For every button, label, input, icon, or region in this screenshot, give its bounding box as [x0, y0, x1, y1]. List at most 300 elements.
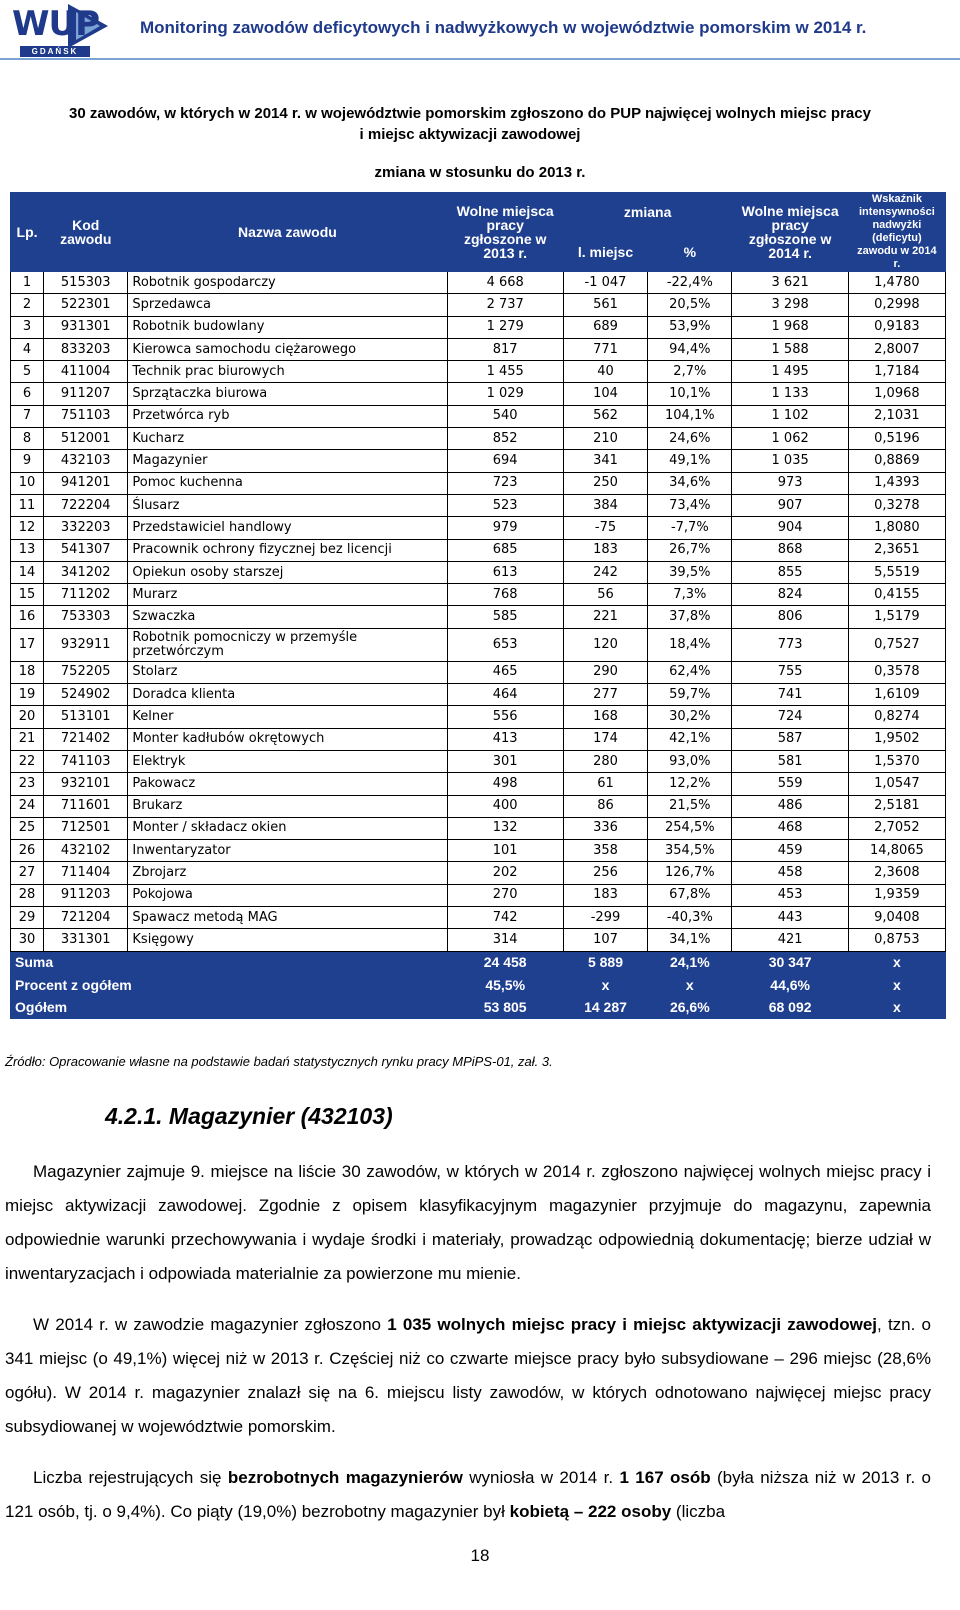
cell-wolne-2014: 559	[732, 773, 848, 795]
cell-wolne-2013: 556	[447, 706, 563, 728]
cell-wolne-2014: 453	[732, 884, 848, 906]
summary-l-miejsc: x	[563, 973, 647, 995]
cell-wolne-2013: 817	[447, 338, 563, 360]
summary-l-miejsc: 5 889	[563, 951, 647, 973]
table-row	[11, 907, 946, 929]
cell-procent: 67,8%	[648, 884, 732, 906]
cell-wolne-2013: 540	[447, 405, 563, 427]
cell-lp: 7	[11, 405, 44, 427]
cell-nazwa: Zbrojarz	[128, 862, 447, 884]
cell-nazwa: Przetwórca ryb	[128, 405, 447, 427]
cell-lp: 1	[11, 272, 44, 294]
table-row	[11, 750, 946, 772]
summary-procent: x	[648, 973, 732, 995]
cell-procent: 354,5%	[648, 840, 732, 862]
cell-nazwa: Kelner	[128, 706, 447, 728]
cell-wolne-2014: 741	[732, 684, 848, 706]
summary-l-miejsc: 14 287	[563, 996, 647, 1018]
cell-wolne-2014: 486	[732, 795, 848, 817]
summary-wolne-2013: 24 458	[447, 951, 563, 973]
cell-wskaznik: 0,5196	[848, 428, 945, 450]
cell-kod: 411004	[44, 361, 128, 383]
paragraph-1-text: Magazynier zajmuje 9. miejsce na liście 30 zawodów, w których w 2014 r. zgłoszono najwięcej wolnych miejsc pracy i miejsc aktywizacji zawodowej. Zgodnie z opisem klasyfikacyjnym magazynier przyjmuje do magazynu, zapewnia odpowiednie warunki przechowywania i wydaje środki i materiały, prowadząc odpowiednią dokumentację; bierze udział w inwentaryzacjach i odpowiada materialnie za powierzone mu mienie.	[5, 1162, 931, 1283]
table-row	[11, 383, 946, 405]
table-row	[11, 728, 946, 750]
cell-procent: 26,7%	[648, 539, 732, 561]
cell-wolne-2013: 202	[447, 862, 563, 884]
table-row	[11, 840, 946, 862]
cell-kod: 941201	[44, 472, 128, 494]
cell-wolne-2014: 724	[732, 706, 848, 728]
cell-kod: 711601	[44, 795, 128, 817]
cell-wolne-2013: 498	[447, 773, 563, 795]
cell-l-miejsc: 210	[563, 428, 647, 450]
summary-procent: 26,6%	[648, 996, 732, 1018]
source-note: Źródło: Opracowanie własne na podstawie badań statystycznych rynku pracy MPiPS-01, zał. 3.	[5, 1054, 553, 1069]
cell-kod: 741103	[44, 750, 128, 772]
cell-wskaznik: 0,8869	[848, 450, 945, 472]
cell-wolne-2014: 443	[732, 907, 848, 929]
cell-l-miejsc: 221	[563, 606, 647, 628]
cell-lp: 27	[11, 862, 44, 884]
cell-lp: 16	[11, 606, 44, 628]
cell-nazwa: Przedstawiciel handlowy	[128, 517, 447, 539]
cell-l-miejsc: -1 047	[563, 272, 647, 294]
cell-l-miejsc: 250	[563, 472, 647, 494]
cell-nazwa: Pakowacz	[128, 773, 447, 795]
cell-l-miejsc: 771	[563, 338, 647, 360]
cell-lp: 15	[11, 584, 44, 606]
header-title: Monitoring zawodów deficytowych i nadwyżkowych w województwie pomorskim w 2014 r.	[140, 18, 867, 37]
cell-kod: 711404	[44, 862, 128, 884]
summary-row	[11, 951, 946, 973]
summary-row	[11, 996, 946, 1018]
cell-kod: 513101	[44, 706, 128, 728]
header-wolne-2014: Wolne miejsca pracy zgłoszone w 2014 r.	[732, 193, 848, 272]
cell-wolne-2013: 1 279	[447, 316, 563, 338]
cell-l-miejsc: -299	[563, 907, 647, 929]
cell-procent: 62,4%	[648, 661, 732, 683]
cell-wolne-2014: 1 968	[732, 316, 848, 338]
cell-l-miejsc: 120	[563, 628, 647, 661]
cell-l-miejsc: 168	[563, 706, 647, 728]
cell-procent: 42,1%	[648, 728, 732, 750]
cell-nazwa: Technik prac biurowych	[128, 361, 447, 383]
cell-lp: 11	[11, 494, 44, 516]
cell-lp: 23	[11, 773, 44, 795]
cell-wolne-2013: 465	[447, 661, 563, 683]
cell-l-miejsc: 689	[563, 316, 647, 338]
cell-nazwa: Magazynier	[128, 450, 447, 472]
cell-nazwa: Pomoc kuchenna	[128, 472, 447, 494]
cell-nazwa: Pokojowa	[128, 884, 447, 906]
cell-lp: 24	[11, 795, 44, 817]
cell-nazwa: Monter / składacz okien	[128, 817, 447, 839]
cell-nazwa: Robotnik gospodarczy	[128, 272, 447, 294]
cell-procent: 73,4%	[648, 494, 732, 516]
cell-procent: 49,1%	[648, 450, 732, 472]
cell-wolne-2013: 400	[447, 795, 563, 817]
cell-nazwa: Ślusarz	[128, 494, 447, 516]
cell-nazwa: Murarz	[128, 584, 447, 606]
cell-l-miejsc: 61	[563, 773, 647, 795]
cell-wolne-2013: 694	[447, 450, 563, 472]
cell-kod: 931301	[44, 316, 128, 338]
table-row	[11, 361, 946, 383]
cell-lp: 9	[11, 450, 44, 472]
cell-l-miejsc: 104	[563, 383, 647, 405]
caption-line-2: i miejsc aktywizacji zawodowej	[359, 126, 581, 143]
cell-wskaznik: 1,9359	[848, 884, 945, 906]
cell-lp: 29	[11, 907, 44, 929]
header-kod: Kod zawodu	[44, 193, 128, 272]
cell-wskaznik: 1,6109	[848, 684, 945, 706]
cell-procent: 34,1%	[648, 929, 732, 951]
cell-nazwa: Pracownik ochrony fizycznej bez licencji	[128, 539, 447, 561]
cell-wolne-2013: 301	[447, 750, 563, 772]
header-wskaznik: Wskaźnik intensywności nadwyżki (deficytu) zawodu w 2014 r.	[848, 193, 945, 272]
cell-wolne-2014: 459	[732, 840, 848, 862]
cell-wskaznik: 1,8080	[848, 517, 945, 539]
table-caption	[30, 103, 910, 145]
cell-wolne-2013: 768	[447, 584, 563, 606]
cell-procent: 20,5%	[648, 294, 732, 316]
cell-lp: 13	[11, 539, 44, 561]
page-number: 18	[470, 1546, 490, 1565]
cell-kod: 721204	[44, 907, 128, 929]
table-body	[11, 272, 946, 1019]
cell-nazwa: Elektryk	[128, 750, 447, 772]
cell-wolne-2014: 1 062	[732, 428, 848, 450]
cell-lp: 4	[11, 338, 44, 360]
header-nazwa: Nazwa zawodu	[128, 193, 447, 272]
cell-wskaznik: 9,0408	[848, 907, 945, 929]
cell-l-miejsc: 183	[563, 884, 647, 906]
cell-wskaznik: 0,3578	[848, 661, 945, 683]
table-row	[11, 684, 946, 706]
caption-subtitle: zmiana w stosunku do 2013 r.	[374, 164, 586, 181]
cell-procent: 104,1%	[648, 405, 732, 427]
cell-l-miejsc: 86	[563, 795, 647, 817]
cell-wolne-2013: 4 668	[447, 272, 563, 294]
cell-kod: 711202	[44, 584, 128, 606]
cell-l-miejsc: 290	[563, 661, 647, 683]
cell-wolne-2014: 806	[732, 606, 848, 628]
cell-lp: 19	[11, 684, 44, 706]
cell-procent: 21,5%	[648, 795, 732, 817]
cell-kod: 753303	[44, 606, 128, 628]
cell-l-miejsc: 107	[563, 929, 647, 951]
paragraph-3-text-e: (była niższa niż w 2013 r. o 121 osób, tj. o 9,4%). Co piąty (19,0%) bezrobotny magazynier był	[5, 1468, 931, 1521]
cell-kod: 721402	[44, 728, 128, 750]
cell-nazwa: Robotnik budowlany	[128, 316, 447, 338]
cell-procent: 10,1%	[648, 383, 732, 405]
cell-kod: 911207	[44, 383, 128, 405]
cell-kod: 522301	[44, 294, 128, 316]
cell-wolne-2013: 852	[447, 428, 563, 450]
table-row	[11, 316, 946, 338]
summary-wskaznik: x	[848, 973, 945, 995]
cell-lp: 12	[11, 517, 44, 539]
table-row	[11, 661, 946, 683]
table-row	[11, 428, 946, 450]
cell-kod: 722204	[44, 494, 128, 516]
cell-procent: 94,4%	[648, 338, 732, 360]
cell-wolne-2014: 1 588	[732, 338, 848, 360]
cell-procent: 37,8%	[648, 606, 732, 628]
cell-lp: 3	[11, 316, 44, 338]
cell-nazwa: Kucharz	[128, 428, 447, 450]
cell-nazwa: Robotnik pomocniczy w przemyśle przetwórczym	[128, 628, 447, 661]
cell-wolne-2014: 773	[732, 628, 848, 661]
cell-nazwa: Inwentaryzator	[128, 840, 447, 862]
cell-wskaznik: 0,4155	[848, 584, 945, 606]
cell-l-miejsc: 242	[563, 561, 647, 583]
table-row	[11, 584, 946, 606]
table-row	[11, 450, 946, 472]
table-row	[11, 517, 946, 539]
table-row	[11, 405, 946, 427]
summary-label: Ogółem	[11, 996, 448, 1018]
summary-wolne-2013: 53 805	[447, 996, 563, 1018]
section-title: 4.2.1. Magazynier (432103)	[105, 1103, 393, 1129]
summary-row	[11, 973, 946, 995]
cell-wskaznik: 2,5181	[848, 795, 945, 817]
paragraph-2	[5, 1308, 931, 1444]
cell-procent: 12,2%	[648, 773, 732, 795]
cell-lp: 14	[11, 561, 44, 583]
cell-lp: 18	[11, 661, 44, 683]
cell-kod: 432102	[44, 840, 128, 862]
cell-lp: 10	[11, 472, 44, 494]
paragraph-1	[5, 1155, 931, 1291]
cell-wolne-2014: 1 133	[732, 383, 848, 405]
cell-wolne-2013: 742	[447, 907, 563, 929]
summary-wolne-2014: 68 092	[732, 996, 848, 1018]
cell-kod: 332203	[44, 517, 128, 539]
cell-kod: 712501	[44, 817, 128, 839]
cell-lp: 6	[11, 383, 44, 405]
header-lp: Lp.	[11, 193, 44, 272]
cell-kod: 833203	[44, 338, 128, 360]
cell-kod: 341202	[44, 561, 128, 583]
cell-l-miejsc: 561	[563, 294, 647, 316]
cell-wolne-2013: 270	[447, 884, 563, 906]
cell-kod: 911203	[44, 884, 128, 906]
cell-wolne-2013: 314	[447, 929, 563, 951]
cell-procent: -40,3%	[648, 907, 732, 929]
table-row	[11, 561, 946, 583]
cell-wskaznik: 2,3651	[848, 539, 945, 561]
cell-wolne-2013: 2 737	[447, 294, 563, 316]
cell-wolne-2014: 3 298	[732, 294, 848, 316]
cell-kod: 512001	[44, 428, 128, 450]
cell-nazwa: Sprzedawca	[128, 294, 447, 316]
paragraph-2-bold: 1 035 wolnych miejsc pracy i miejsc aktywizacji zawodowej	[387, 1315, 878, 1334]
cell-wolne-2013: 653	[447, 628, 563, 661]
cell-wolne-2013: 464	[447, 684, 563, 706]
cell-lp: 20	[11, 706, 44, 728]
cell-wolne-2013: 979	[447, 517, 563, 539]
cell-nazwa: Brukarz	[128, 795, 447, 817]
cell-l-miejsc: 56	[563, 584, 647, 606]
header-l-miejsc: l. miejsc	[563, 232, 647, 272]
cell-nazwa: Doradca klienta	[128, 684, 447, 706]
table-row	[11, 338, 946, 360]
table-row	[11, 817, 946, 839]
cell-nazwa: Sprzątaczka biurowa	[128, 383, 447, 405]
cell-wolne-2013: 1 029	[447, 383, 563, 405]
cell-kod: 331301	[44, 929, 128, 951]
cell-wolne-2014: 868	[732, 539, 848, 561]
cell-l-miejsc: 174	[563, 728, 647, 750]
summary-label: Procent z ogółem	[11, 973, 448, 995]
paragraph-3-bold-d: 1 167 osób	[619, 1468, 711, 1487]
cell-wskaznik: 1,0968	[848, 383, 945, 405]
cell-nazwa: Szwaczka	[128, 606, 447, 628]
cell-lp: 17	[11, 628, 44, 661]
cell-wolne-2014: 755	[732, 661, 848, 683]
cell-procent: -22,4%	[648, 272, 732, 294]
cell-procent: 30,2%	[648, 706, 732, 728]
wup-logo	[12, 2, 107, 58]
cell-wskaznik: 2,8007	[848, 338, 945, 360]
page-header	[0, 0, 960, 62]
table-row	[11, 294, 946, 316]
table-row	[11, 494, 946, 516]
cell-procent: 34,6%	[648, 472, 732, 494]
cell-wskaznik: 1,5179	[848, 606, 945, 628]
cell-wskaznik: 14,8065	[848, 840, 945, 862]
cell-lp: 5	[11, 361, 44, 383]
summary-procent: 24,1%	[648, 951, 732, 973]
cell-l-miejsc: 256	[563, 862, 647, 884]
cell-wolne-2014: 458	[732, 862, 848, 884]
table-row	[11, 795, 946, 817]
cell-wolne-2013: 132	[447, 817, 563, 839]
cell-nazwa: Stolarz	[128, 661, 447, 683]
paragraph-3	[5, 1461, 931, 1529]
cell-procent: 18,4%	[648, 628, 732, 661]
cell-l-miejsc: -75	[563, 517, 647, 539]
cell-lp: 21	[11, 728, 44, 750]
cell-lp: 8	[11, 428, 44, 450]
cell-wskaznik: 0,8753	[848, 929, 945, 951]
cell-nazwa: Kierowca samochodu ciężarowego	[128, 338, 447, 360]
cell-kod: 932101	[44, 773, 128, 795]
table-row	[11, 929, 946, 951]
cell-kod: 432103	[44, 450, 128, 472]
cell-nazwa: Księgowy	[128, 929, 447, 951]
cell-kod: 524902	[44, 684, 128, 706]
paragraph-3-bold-b: bezrobotnych magazynierów	[227, 1468, 463, 1487]
cell-nazwa: Opiekun osoby starszej	[128, 561, 447, 583]
cell-kod: 752205	[44, 661, 128, 683]
cell-wskaznik: 0,7527	[848, 628, 945, 661]
logo-text: WUP	[12, 4, 100, 44]
cell-lp: 26	[11, 840, 44, 862]
cell-wskaznik: 1,4393	[848, 472, 945, 494]
cell-kod: 751103	[44, 405, 128, 427]
cell-wskaznik: 1,5370	[848, 750, 945, 772]
cell-procent: 59,7%	[648, 684, 732, 706]
cell-l-miejsc: 341	[563, 450, 647, 472]
cell-procent: -7,7%	[648, 517, 732, 539]
cell-lp: 28	[11, 884, 44, 906]
cell-procent: 39,5%	[648, 561, 732, 583]
cell-wolne-2013: 585	[447, 606, 563, 628]
cell-wolne-2014: 421	[732, 929, 848, 951]
cell-wskaznik: 1,7184	[848, 361, 945, 383]
cell-wolne-2014: 907	[732, 494, 848, 516]
cell-wskaznik: 1,4780	[848, 272, 945, 294]
table-row	[11, 539, 946, 561]
cell-wskaznik: 0,3278	[848, 494, 945, 516]
cell-wolne-2013: 613	[447, 561, 563, 583]
summary-wolne-2013: 45,5%	[447, 973, 563, 995]
cell-wolne-2014: 855	[732, 561, 848, 583]
paragraph-3-text-g: (liczba	[671, 1502, 726, 1521]
cell-l-miejsc: 384	[563, 494, 647, 516]
cell-wskaznik: 2,7052	[848, 817, 945, 839]
paragraph-3-bold-f: kobietą – 222 osoby	[509, 1502, 672, 1521]
cell-l-miejsc: 280	[563, 750, 647, 772]
cell-wolne-2013: 1 455	[447, 361, 563, 383]
cell-procent: 24,6%	[648, 428, 732, 450]
table-row	[11, 862, 946, 884]
occupations-table	[10, 192, 946, 1019]
cell-wolne-2014: 468	[732, 817, 848, 839]
cell-nazwa: Spawacz metodą MAG	[128, 907, 447, 929]
header-zmiana: zmiana	[563, 193, 732, 233]
paragraph-3-text-c: wyniosła w 2014 r.	[462, 1468, 620, 1487]
cell-lp: 25	[11, 817, 44, 839]
cell-kod: 932911	[44, 628, 128, 661]
summary-wolne-2014: 44,6%	[732, 973, 848, 995]
cell-wskaznik: 2,1031	[848, 405, 945, 427]
cell-wskaznik: 0,8274	[848, 706, 945, 728]
cell-lp: 22	[11, 750, 44, 772]
cell-procent: 93,0%	[648, 750, 732, 772]
paragraph-2-text-a: W 2014 r. w zawodzie magazynier zgłoszono	[33, 1315, 388, 1334]
table-row	[11, 272, 946, 294]
cell-wolne-2014: 1 035	[732, 450, 848, 472]
cell-wolne-2014: 824	[732, 584, 848, 606]
cell-kod: 541307	[44, 539, 128, 561]
cell-procent: 254,5%	[648, 817, 732, 839]
cell-wolne-2013: 101	[447, 840, 563, 862]
cell-wskaznik: 5,5519	[848, 561, 945, 583]
cell-wskaznik: 2,3608	[848, 862, 945, 884]
paragraph-3-text-a: Liczba rejestrujących się	[33, 1468, 228, 1487]
table-row	[11, 628, 946, 661]
summary-label: Suma	[11, 951, 448, 973]
cell-wolne-2014: 1 102	[732, 405, 848, 427]
table-row	[11, 706, 946, 728]
table-row	[11, 606, 946, 628]
cell-procent: 7,3%	[648, 584, 732, 606]
cell-wolne-2013: 523	[447, 494, 563, 516]
cell-wskaznik: 0,9183	[848, 316, 945, 338]
summary-wskaznik: x	[848, 996, 945, 1018]
paragraph-2-text-c: , tzn. o 341 miejsc (o 49,1%) więcej niż w 2013 r. Częściej niż co czwarte miejsce pracy było subsydiowane – 296 miejsc (28,6% ogółu). W 2014 r. magazynier znalazł się na 6. miejscu listy zawodów, w których odnotowano najwięcej miejsc pracy subsydiowanej w województwie pomorskim.	[5, 1315, 932, 1436]
cell-wolne-2013: 685	[447, 539, 563, 561]
cell-lp: 30	[11, 929, 44, 951]
table-row	[11, 884, 946, 906]
table-row	[11, 773, 946, 795]
cell-lp: 2	[11, 294, 44, 316]
cell-procent: 2,7%	[648, 361, 732, 383]
